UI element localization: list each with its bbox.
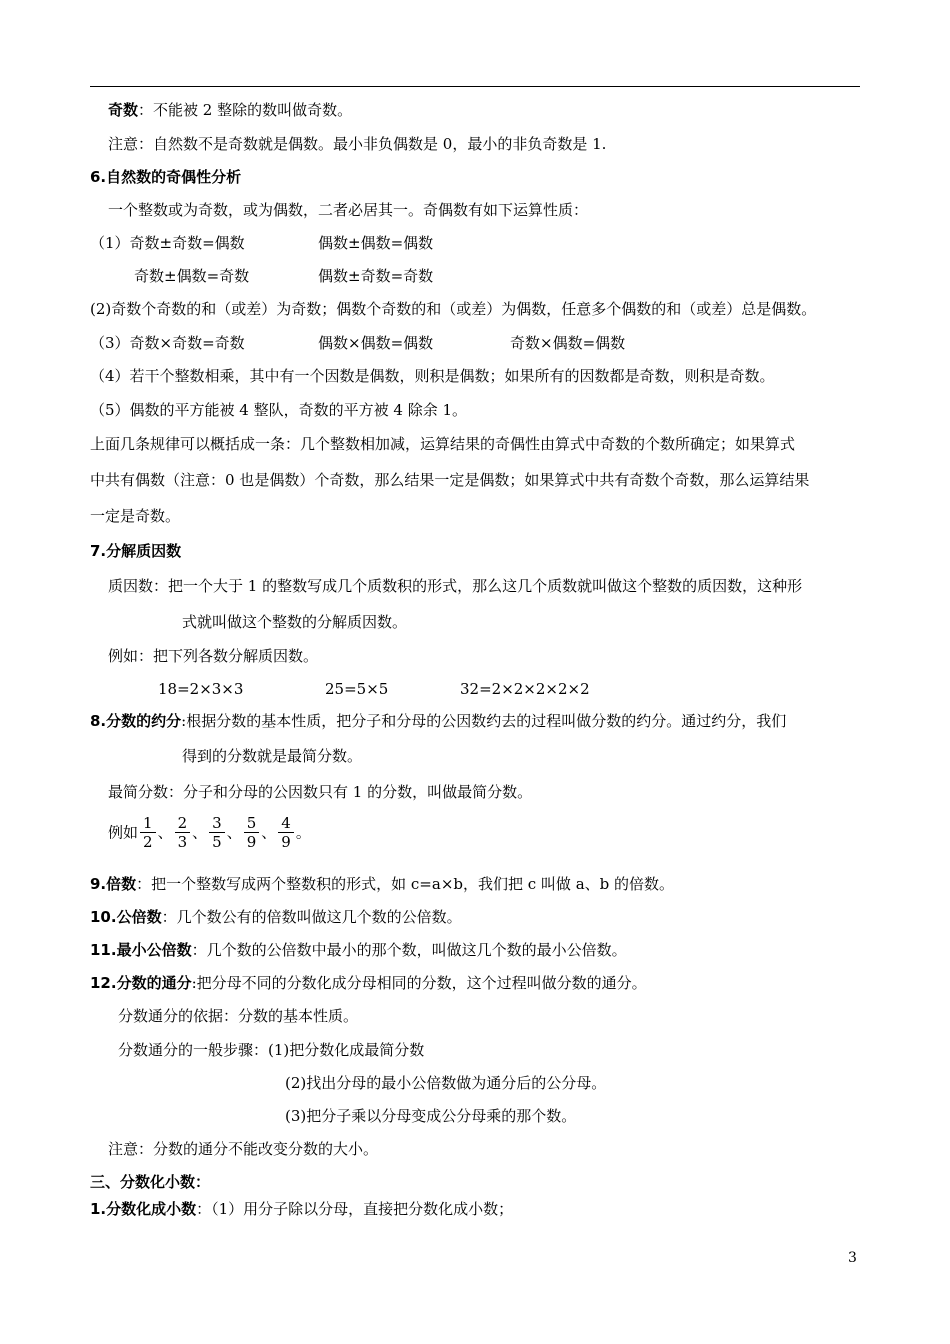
section-10: 10.公倍数：几个数公有的倍数叫做这几个数的公倍数。: [90, 908, 462, 926]
section-8-line-2: 得到的分数就是最简分数。: [182, 747, 363, 765]
section-6-intro: 一个整数或为奇数，或为偶数，二者必居其一。奇偶数有如下运算性质：: [108, 201, 589, 219]
rule-3b: 偶数×偶数=偶数: [318, 334, 434, 352]
section-7-title: 7.分解质因数: [90, 542, 182, 560]
section-10-title: 10.公倍数: [90, 908, 162, 926]
rule-1d: 偶数±奇数=奇数: [318, 267, 434, 285]
section-11: 11.最小公倍数：几个数的公倍数中最小的那个数，叫做这几个数的最小公倍数。: [90, 941, 627, 959]
factor-example-32: 32=2×2×2×2×2: [460, 680, 590, 698]
rule-4: （4）若干个整数相乘，其中有一个因数是偶数，则积是偶数；如果所有的因数都是奇数，则积是奇数。: [90, 367, 775, 385]
fraction-to-decimal-title: 1.分数化成小数: [90, 1200, 197, 1218]
common-denominator-note: 注意：分数的通分不能改变分数的大小。: [108, 1140, 379, 1158]
section-12-title: 12.分数的通分: [90, 974, 192, 992]
rule-3c: 奇数×偶数=偶数: [510, 334, 626, 352]
section-12: 12.分数的通分:把分母不同的分数化成分母相同的分数，这个过程叫做分数的通分。: [90, 974, 647, 992]
prime-factor-def-2: 式就叫做这个整数的分解质因数。: [182, 613, 408, 631]
factor-example-25: 25=5×5: [325, 680, 389, 698]
section-6-title: 6.自然数的奇偶性分析: [90, 168, 242, 186]
fraction: $\frac{3}{5}$: [209, 814, 225, 851]
fraction-examples: 例如 $\frac{1}{2}$ 、 $\frac{2}{3}$ 、 $\frac{3}{5}$ 、 $\frac{5}{9}$ 、 $\frac{4}{9}$ 。: [108, 814, 311, 851]
common-denominator-step-3: (3)把分子乘以分母变成公分母乘的那个数。: [285, 1107, 577, 1125]
fraction: $\frac{2}{3}$: [175, 814, 191, 851]
fraction: $\frac{5}{9}$: [244, 814, 260, 851]
factor-example-18: 18=2×3×3: [158, 680, 244, 698]
common-denominator-steps: 分数通分的一般步骤：(1)把分数化成最简分数: [118, 1041, 425, 1059]
section-9-title: 9.倍数: [90, 875, 137, 893]
common-denominator-step-2: (2)找出分母的最小公倍数做为通分后的公分母。: [285, 1074, 607, 1092]
section-8-title: 8.分数的约分: [90, 712, 182, 730]
note-parity: 注意：自然数不是奇数就是偶数。最小非负偶数是 0，最小的非负奇数是 1.: [108, 135, 607, 153]
simplest-fraction-def: 最简分数：分子和分母的公因数只有 1 的分数，叫做最简分数。: [108, 783, 533, 801]
odd-definition: 奇数：不能被 2 整除的数叫做奇数。: [108, 101, 353, 119]
prime-factor-def-1: 质因数：把一个大于 1 的整数写成几个质数积的形式，那么这几个质数就叫做这个整数的质因数，这种形: [108, 577, 803, 595]
summary-line-1: 上面几条规律可以概括成一条：几个整数相加减，运算结果的奇偶性由算式中奇数的个数所确定；如果算式: [90, 435, 796, 453]
rule-2: (2)奇数个奇数的和（或差）为奇数；偶数个奇数的和（或差）为偶数，任意多个偶数的和（或差）总是偶数。: [90, 300, 817, 318]
prime-factor-example-intro: 例如：把下列各数分解质因数。: [108, 647, 319, 665]
rule-3a: （3）奇数×奇数=奇数: [90, 334, 245, 352]
odd-term: 奇数: [108, 101, 139, 119]
page-number: 3: [848, 1250, 857, 1266]
fraction: $\frac{1}{2}$: [140, 814, 156, 851]
summary-line-2: 中共有偶数（注意：0 也是偶数）个奇数，那么结果一定是偶数；如果算式中共有奇数个奇数，那么运算结果: [90, 471, 810, 489]
rule-1b: 偶数±偶数=偶数: [318, 234, 434, 252]
header-rule: [90, 86, 860, 87]
section-9: 9.倍数：把一个整数写成两个整数积的形式，如 c=a×b，我们把 c 叫做 a、b 的倍数。: [90, 875, 675, 893]
rule-1c: 奇数±偶数=奇数: [134, 267, 250, 285]
common-denominator-basis: 分数通分的依据：分数的基本性质。: [118, 1007, 359, 1025]
section-11-title: 11.最小公倍数: [90, 941, 192, 959]
fraction-to-decimal: 1.分数化成小数：（1）用分子除以分母，直接把分数化成小数；: [90, 1200, 514, 1218]
rule-1a: （1）奇数±奇数=偶数: [90, 234, 245, 252]
summary-line-3: 一定是奇数。: [90, 507, 181, 525]
fraction: $\frac{4}{9}$: [278, 814, 294, 851]
section-8-line-1: 8.分数的约分:根据分数的基本性质，把分子和分母的公因数约去的过程叫做分数的约分。通过约分，我们: [90, 712, 787, 730]
part-3-title: 三、分数化小数：: [90, 1173, 211, 1191]
rule-5: （5）偶数的平方能被 4 整队，奇数的平方被 4 除余 1。: [90, 401, 468, 419]
